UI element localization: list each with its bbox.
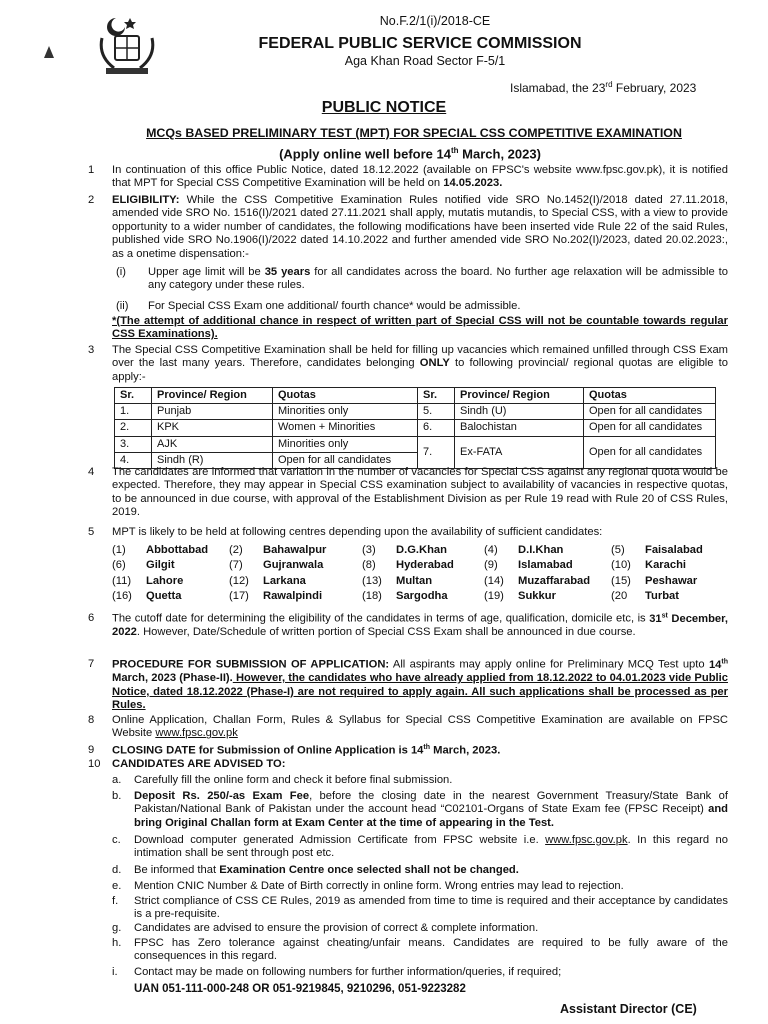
table-cell: Sindh (U) [455, 404, 584, 420]
table-header: Province/ Region [152, 388, 273, 404]
centre-name: D.G.Khan [396, 544, 447, 556]
exam-centre-item [484, 544, 611, 557]
para-number: 8 [88, 714, 95, 726]
para-9-closing-date: CLOSING DATE for Submission of Online Application is 14th March, 2023. [112, 744, 501, 757]
table-cell: Open for all candidates [584, 420, 716, 436]
table-cell: Open for all candidates [584, 404, 716, 420]
sub-number: b. [112, 790, 122, 802]
centre-name: Faisalabad [645, 544, 703, 556]
exam-centre-item [611, 575, 728, 588]
centre-number: (16) [112, 590, 132, 603]
exam-centre-item [484, 559, 611, 572]
advice-i: Contact may be made on following numbers for further information/queries, if required; [134, 966, 562, 978]
table-cell: 5. [418, 404, 455, 420]
table-cell: 3. [115, 436, 152, 452]
sub-number: (ii) [116, 300, 129, 312]
sub-number: d. [112, 864, 122, 876]
sub-number: g. [112, 922, 122, 934]
centre-number: (5) [611, 544, 625, 556]
notice-date: Islamabad, the 23rd February, 2023 [510, 80, 697, 95]
advice-b: Deposit Rs. 250/-as Exam Fee, before the closing date in the nearest Government Treasury/State Bank of Pakistan/National Bank of Pakistan under the account head “C02101-Organs of State Exam fee (FPSC Receipt) and bring Original Challan form at Exam Center at the time of appearing in the Test. [134, 790, 728, 829]
exam-centre-item [611, 544, 728, 557]
centre-name: Gujranwala [263, 559, 324, 572]
exam-centre-item [484, 590, 611, 603]
sub-number: (i) [116, 266, 126, 278]
para-number: 10 [88, 758, 101, 770]
centre-number: (18) [362, 590, 382, 603]
para-number: 1 [88, 164, 95, 176]
para-number: 7 [88, 658, 95, 670]
advice-d: Be informed that Examination Centre once selected shall not be changed. [134, 864, 519, 876]
centre-number: (20 [611, 590, 628, 603]
apply-deadline: (Apply online well before 14th March, 2023) [279, 146, 541, 162]
table-cell: Minorities only [273, 404, 418, 420]
centre-number: (11) [112, 574, 132, 587]
exam-centre-item [229, 575, 362, 588]
contact-numbers: UAN 051-111-000-248 OR 051-9219845, 9210296, 051-9223282 [134, 983, 466, 995]
centre-number: (4) [484, 544, 498, 556]
fpsc-website-link[interactable]: www.fpsc.gov.pk [155, 727, 238, 740]
centre-name: Multan [396, 574, 433, 587]
centre-name: Lahore [146, 574, 184, 587]
para-10-label: CANDIDATES ARE ADVISED TO: [112, 758, 286, 770]
organization-name: FEDERAL PUBLIC SERVICE COMMISSION [258, 35, 582, 52]
para-number: 4 [88, 466, 95, 478]
centre-name: Larkana [263, 574, 306, 587]
table-cell: Balochistan [455, 420, 584, 436]
exam-centres-list [112, 544, 728, 604]
sub-number: h. [112, 937, 122, 949]
exam-centre-item [611, 559, 728, 572]
margin-mark [44, 46, 54, 58]
table-cell: Open for all candidates [584, 436, 716, 468]
table-row [115, 420, 716, 436]
centre-number: (19) [484, 590, 504, 603]
table-cell: 1. [115, 404, 152, 420]
table-cell: 6. [418, 420, 455, 436]
file-reference: No.F.2/1(i)/2018-CE [379, 14, 491, 28]
sub-number: f. [112, 895, 119, 907]
table-header: Quotas [584, 388, 716, 404]
table-header-row [115, 388, 716, 404]
centre-name: Muzaffarabad [518, 574, 591, 587]
centre-name: Turbat [645, 590, 679, 603]
centre-number: (8) [362, 559, 376, 572]
exam-centre-item [362, 575, 484, 588]
table-header: Province/ Region [455, 388, 584, 404]
exam-centre-item [611, 590, 728, 603]
table-header: Sr. [418, 388, 455, 404]
para-number: 6 [88, 612, 95, 624]
sub-number: a. [112, 774, 122, 786]
centre-number: (3) [362, 544, 376, 556]
table-cell: 2. [115, 420, 152, 436]
table-cell: 7. [418, 436, 455, 468]
para-7-procedure: PROCEDURE FOR SUBMISSION OF APPLICATION: All aspirants may apply online for Preliminary MCQ Test upto 14th March, 2023 (Phase-II). However, the candidates who have already applied from 18.12.2022 to 04.01.2023 vide Public Notice, dated 18.12.2022 (Phase-I) are not required to apply again. All such applications shall be processed as per Rules. [112, 658, 728, 712]
sub-number: c. [112, 834, 121, 846]
centre-name: Sukkur [518, 590, 556, 603]
centre-name: D.I.Khan [518, 544, 564, 556]
exam-centre-item [229, 559, 362, 572]
para-number: 9 [88, 744, 95, 756]
centre-name: Hyderabad [396, 559, 454, 572]
exam-centre-item [112, 575, 229, 588]
table-header: Quotas [273, 388, 418, 404]
table-cell: AJK [152, 436, 273, 452]
centre-number: (13) [362, 574, 382, 587]
para-5: MPT is likely to be held at following centres depending upon the availability of sufficient candidates: [112, 526, 603, 538]
exam-centre-item [484, 575, 611, 588]
advice-c: Download computer generated Admission Certificate from FPSC website i.e. www.fpsc.gov.pk. In this regard no intimation shall be sent through post etc. [134, 834, 728, 860]
centre-number: (12) [229, 574, 249, 587]
para-number: 2 [88, 194, 95, 206]
exam-centre-item [112, 559, 229, 572]
eligibility-note: *(The attempt of additional chance in respect of written part of Special CSS will not be countable towards regular CSS Examinations). [112, 315, 728, 341]
table-cell: 4. [115, 452, 152, 468]
table-cell: Sindh (R) [152, 452, 273, 468]
centre-number: (17) [229, 590, 249, 603]
centre-name: Peshawar [645, 574, 698, 587]
advice-h: FPSC has Zero tolerance against cheating/unfair means. Candidates are required to be fully aware of the consequences in this regard. [134, 937, 728, 963]
table-cell: Punjab [152, 404, 273, 420]
para-4: The candidates are informed that variation in the number of vacancies for Special CSS against any regional quota would be expected. Therefore, they may appear in Special CSS examination subject to availability of vacancies in respective quotas, to be announced in due course, with approval of the Establishment Division as per Rule 19 read with Rule 20 of CSS Rules, 2019. [112, 466, 728, 519]
advice-f: Strict compliance of CSS CE Rules, 2019 as amended from time to time is required and their acceptance by candidates is a pre-requisite. [134, 895, 728, 921]
table-header: Sr. [115, 388, 152, 404]
table-cell: Open for all candidates [273, 452, 418, 468]
exam-centre-item [229, 544, 362, 557]
table-cell: KPK [152, 420, 273, 436]
exam-centre-item [362, 590, 484, 603]
exam-centre-item [112, 590, 229, 603]
government-emblem [96, 14, 158, 78]
eligibility-item-age: Upper age limit will be 35 years for all candidates across the board. No further age relaxation will be admissible to any category under these rules. [148, 266, 728, 292]
exam-centre-item [362, 559, 484, 572]
advice-g: Candidates are advised to ensure the provision of correct & complete information. [134, 922, 539, 934]
centre-number: (7) [229, 559, 243, 572]
centre-number: (15) [611, 574, 631, 587]
centre-number: (14) [484, 574, 504, 587]
centre-name: Islamabad [518, 559, 573, 572]
table-cell: Ex-FATA [455, 436, 584, 468]
exam-centre-item [229, 590, 362, 603]
organization-address: Aga Khan Road Sector F-5/1 [344, 54, 506, 68]
table-cell: Women + Minorities [273, 420, 418, 436]
exam-centre-item [112, 544, 229, 557]
notice-subtitle: MCQs BASED PRELIMINARY TEST (MPT) FOR SPECIAL CSS COMPETITIVE EXAMINATION [146, 126, 682, 140]
para-number: 5 [88, 526, 95, 538]
sub-number: e. [112, 880, 122, 892]
quota-table [114, 387, 716, 469]
centre-name: Karachi [645, 559, 687, 572]
advice-a: Carefully fill the online form and check it before final submission. [134, 774, 453, 786]
centre-name: Rawalpindi [263, 590, 323, 603]
signatory: Assistant Director (CE) [560, 1002, 697, 1016]
centre-name: Bahawalpur [263, 544, 327, 556]
para-8: Online Application, Challan Form, Rules & Syllabus for Special CSS Competitive Examination are available on FPSC Website www.fpsc.gov.pk [112, 714, 728, 740]
para-number: 3 [88, 344, 95, 356]
para-6-cutoff: The cutoff date for determining the eligibility of the candidates in terms of age, qualification, domicile etc, is 31st December, 2022. However, Date/Schedule of written portion of Special CSS Exam shall be announced in due course. [112, 612, 728, 639]
table-row [115, 404, 716, 420]
eligibility-item-chance: For Special CSS Exam one additional/ fourth chance* would be admissible. [148, 300, 521, 312]
centre-number: (6) [112, 559, 126, 572]
exam-centre-item [362, 544, 484, 557]
para-2-eligibility: ELIGIBILITY: While the CSS Competitive Examination Rules notified vide SRO No.1452(I)/2018 dated 27.11.2018, amended vide SRO No. 1516(I)/2021 dated 27.11.2021 shall apply, mutatis mutandis, to Special CSS, with a view to provide opportunity to a wider number of candidates, the following modifications have been inserted vide Rule 22 of the said Rules, published vide SRO No.1906(I)/2022 dated 14.10.2022 and further amended vide SRO No.202(I)/2023, dated 20.02.2023:, as a onetime dispensation:- [112, 194, 728, 260]
centre-number: (9) [484, 559, 498, 572]
centre-name: Sargodha [396, 590, 448, 603]
centre-name: Gilgit [146, 559, 175, 572]
centre-name: Abbottabad [146, 544, 209, 556]
centre-name: Quetta [146, 590, 182, 603]
para-3: The Special CSS Competitive Examination shall be held for filling up vacancies which remained unfilled through CSS Exam over the last many years. Therefore, candidates belonging ONLY to following provincial/ regional quotas are eligible to apply:- [112, 344, 728, 383]
fpsc-website-link[interactable]: www.fpsc.gov.pk [545, 834, 628, 846]
centre-number: (1) [112, 544, 126, 556]
sub-number: i. [112, 966, 118, 978]
centre-number: (2) [229, 544, 243, 556]
centre-number: (10) [611, 559, 631, 572]
table-row [115, 436, 716, 452]
para-1: In continuation of this office Public Notice, dated 18.12.2022 (available on FPSC's website www.fpsc.gov.pk), it is notified that MPT for Special CSS Competitive Examination will be held on 14.05.2023. [112, 164, 728, 190]
advice-e: Mention CNIC Number & Date of Birth correctly in online form. Wrong entries may lead to rejection. [134, 880, 624, 892]
table-cell: Minorities only [273, 436, 418, 452]
page-title: PUBLIC NOTICE [321, 99, 447, 116]
